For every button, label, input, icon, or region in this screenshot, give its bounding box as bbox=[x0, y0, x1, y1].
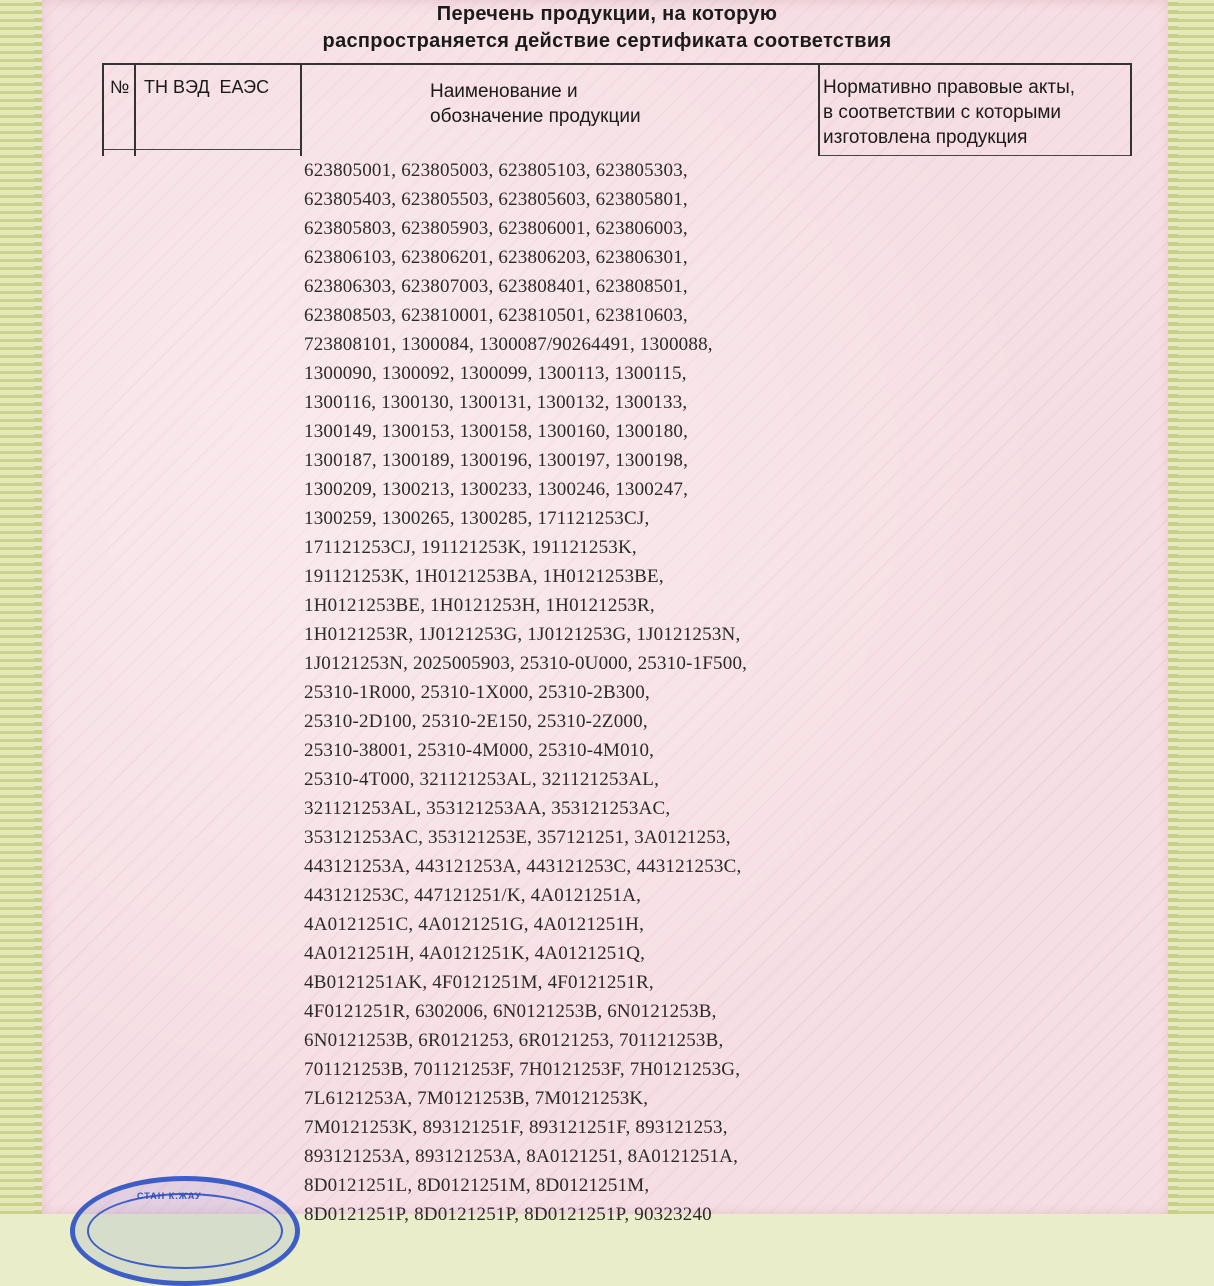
column-header-number bbox=[102, 63, 136, 156]
seal-stamp bbox=[70, 1176, 300, 1286]
product-code-line: 25310-1R000, 25310-1X000, 25310-2B300, bbox=[304, 682, 650, 703]
seal-stamp-inner-ring bbox=[87, 1193, 283, 1269]
product-code-line: 191121253K, 1H0121253BA, 1H0121253BE, bbox=[304, 566, 664, 587]
table-header bbox=[102, 63, 1132, 156]
product-code-line: 25310-2D100, 25310-2E150, 25310-2Z000, bbox=[304, 711, 648, 732]
product-code-line: 4B0121251AK, 4F0121251M, 4F0121251R, bbox=[304, 972, 654, 993]
product-code-line: 6N0121253B, 6R0121253, 6R0121253, 701121253B, bbox=[304, 1030, 724, 1051]
product-code-line: 1H0121253BE, 1H0121253H, 1H0121253R, bbox=[304, 595, 655, 616]
seal-stamp-text: СТАН К.ЖАУ bbox=[137, 1191, 202, 1201]
product-code-line: 623805803, 623805903, 623806001, 623806003, bbox=[304, 218, 688, 239]
product-code-line: 1300187, 1300189, 1300196, 1300197, 1300198, bbox=[304, 450, 689, 471]
product-code-line: 4F0121251R, 6302006, 6N0121253B, 6N0121253B, bbox=[304, 1001, 717, 1022]
product-code-line: 1300116, 1300130, 1300131, 1300132, 1300133, bbox=[304, 392, 688, 413]
product-code-line: 623805001, 623805003, 623805103, 623805303, bbox=[304, 160, 688, 181]
product-code-line: 4A0121251C, 4A0121251G, 4A0121251H, bbox=[304, 914, 645, 935]
product-code-line: 25310-38001, 25310-4M000, 25310-4M010, bbox=[304, 740, 655, 761]
product-code-line: 171121253CJ, 191121253K, 191121253K, bbox=[304, 537, 637, 558]
product-code-line: 623808503, 623810001, 623810501, 623810603, bbox=[304, 305, 688, 326]
product-code-line: 443121253A, 443121253A, 443121253C, 443121253C, bbox=[304, 856, 742, 877]
product-code-line: 8D0121251L, 8D0121251M, 8D0121251M, bbox=[304, 1175, 650, 1196]
product-code-list bbox=[304, 156, 864, 1229]
product-code-line: 1300090, 1300092, 1300099, 1300113, 1300115, bbox=[304, 363, 687, 384]
product-code-line: 7M0121253K, 893121251F, 893121251F, 893121253, bbox=[304, 1117, 728, 1138]
product-code-line: 623806103, 623806201, 623806203, 623806301, bbox=[304, 247, 688, 268]
product-code-line: 623806303, 623807003, 623808401, 623808501, bbox=[304, 276, 688, 297]
column-header-tn-ved-label: ТН ВЭД ЕАЭС bbox=[144, 77, 270, 97]
guilloche-border-right bbox=[1168, 0, 1178, 1214]
product-code-line: 623805403, 623805503, 623805603, 623805801, bbox=[304, 189, 688, 210]
document-title-line-2: распространяется действие сертификата соответствия bbox=[322, 30, 892, 52]
document-title-line-1: Перечень продукции, на которую bbox=[436, 3, 778, 25]
column-header-product-name-line-2: обозначение продукции bbox=[430, 106, 641, 127]
product-code-line: 4A0121251H, 4A0121251K, 4A0121251Q, bbox=[304, 943, 646, 964]
column-header-regulatory-acts-line-1: Нормативно правовые акты, bbox=[823, 77, 1076, 98]
product-code-line: 1300209, 1300213, 1300233, 1300246, 1300247, bbox=[304, 479, 689, 500]
column-header-product-name bbox=[300, 63, 820, 156]
column-header-regulatory-acts bbox=[818, 63, 1132, 156]
product-code-line: 353121253AC, 353121253E, 357121251, 3A0121253, bbox=[304, 827, 731, 848]
product-code-line: 723808101, 1300084, 1300087/90264491, 1300088, bbox=[304, 334, 713, 355]
product-code-line: 321121253AL, 353121253AA, 353121253AC, bbox=[304, 798, 671, 819]
product-code-line: 1300149, 1300153, 1300158, 1300160, 1300180, bbox=[304, 421, 689, 442]
product-code-line: 1H0121253R, 1J0121253G, 1J0121253G, 1J0121253N, bbox=[304, 624, 741, 645]
column-header-regulatory-acts-line-3: изготовлена продукция bbox=[823, 127, 1028, 148]
product-code-line: 1300259, 1300265, 1300285, 171121253CJ, bbox=[304, 508, 650, 529]
product-code-line: 893121253A, 893121253A, 8A0121251, 8A0121251A, bbox=[304, 1146, 739, 1167]
product-code-line: 7L6121253A, 7M0121253B, 7M0121253K, bbox=[304, 1088, 649, 1109]
product-code-line: 701121253B, 701121253F, 7H0121253F, 7H0121253G, bbox=[304, 1059, 741, 1080]
product-code-line: 25310-4T000, 321121253AL, 321121253AL, bbox=[304, 769, 660, 790]
product-code-line: 8D0121251P, 8D0121251P, 8D0121251P, 90323240 bbox=[304, 1204, 712, 1225]
column-header-tn-ved bbox=[134, 63, 302, 156]
product-code-line: 1J0121253N, 2025005903, 25310-0U000, 25310-1F500, bbox=[304, 653, 748, 674]
product-code-line: 443121253C, 447121251/K, 4A0121251A, bbox=[304, 885, 642, 906]
column-header-number-label: № bbox=[110, 77, 130, 97]
column-header-product-name-line-1: Наименование и bbox=[430, 81, 578, 102]
column-header-regulatory-acts-line-2: в соответствии с которыми bbox=[823, 102, 1062, 123]
